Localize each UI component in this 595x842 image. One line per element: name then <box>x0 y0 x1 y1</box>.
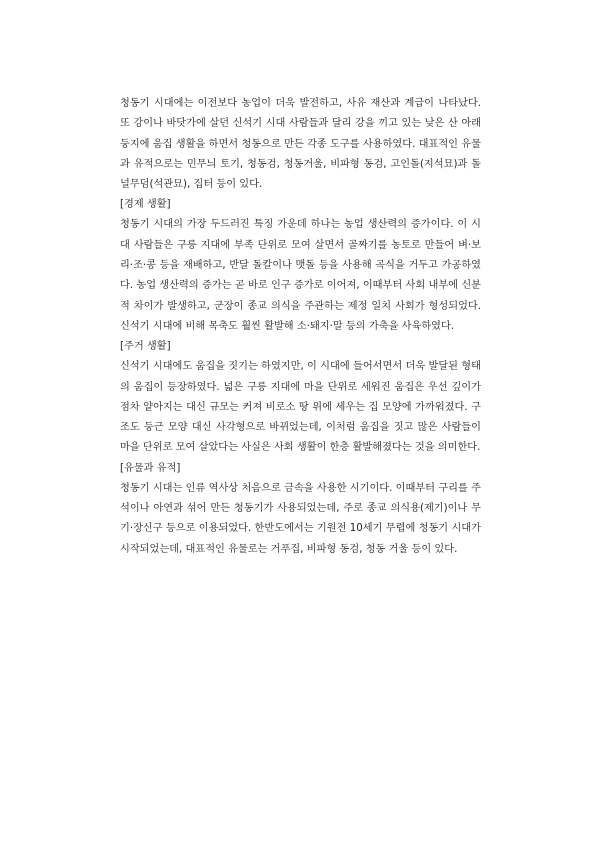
section-economy <box>120 195 481 337</box>
section-body-economy: 청동기 시대의 가장 두드러진 특징 가운데 하나는 농업 생산력의 증가이다. 이 시대 사람들은 구릉 지대에 부족 단위로 모여 살면서 골짜기를 농토로 만들어 벼·보리·조·콩 등을 재배하고, 반달 돌칼이나 맷돌 등을 사용해 곡식을 거두고 가공하였다. 농업 생산력의 증가는 곧 바로 인구 증가로 이어져, 이때부터 사회 내부에 신분적 차이가 발생하고, 군장이 종교 의식을 주관하는 제정 일치 사회가 형성되었다. 신석기 시대에 비해 목축도 훨씬 활발해 소·돼지·말 등의 가축을 사육하였다. <box>120 219 481 332</box>
section-body-relics: 청동기 시대는 인류 역사상 처음으로 금속을 사용한 시기이다. 이때부터 구리를 주석이나 아연과 섞어 만든 청동기가 사용되었는데, 주로 종교 의식용(제기)이나 무기·장신구 등으로 이용되었다. 한반도에서는 기원전 10세기 무렵에 청동기 시대가 시작되었는데, 대표적인 유물로는 거푸집, 비파형 동검, 청동 거울 등이 있다. <box>120 482 481 555</box>
section-heading-economy: [경제 생활] <box>120 199 171 211</box>
section-relics <box>120 459 481 560</box>
section-heading-housing: [주거 생활] <box>120 341 171 353</box>
section-heading-relics: [유물과 유적] <box>120 462 181 474</box>
intro-paragraph: 청동기 시대에는 이전보다 농업이 더욱 발전하고, 사유 재산과 계급이 나타났다. 또 강이나 바닷가에 살던 신석기 시대 사람들과 달리 강을 끼고 있는 낮은 산 아래 둥지에 움집 생활을 하면서 청동으로 만든 각종 도구를 사용하였다. 대표적인 유물과 유적으로는 민무늬 토기, 청동검, 청동거울, 비파형 동검, 고인돌(지석묘)과 돌널무덤(석관묘), 집터 등이 있다. <box>120 98 481 191</box>
document-body <box>120 94 481 560</box>
section-body-housing: 신석기 시대에도 움집을 짓기는 하였지만, 이 시대에 들어서면서 더욱 발달된 형태의 움집이 등장하였다. 넓은 구릉 지대에 마을 단위로 세워진 움집은 우선 깊이가 점차 얕아지는 대신 규모는 커져 비로소 땅 위에 세우는 집 모양에 가까워졌다. 구조도 둥근 모양 대신 사각형으로 바뀌었는데, 이처럼 움집을 짓고 많은 사람들이 마을 단위로 모여 살았다는 사실은 사회 생활이 한층 활발해졌다는 것을 의미한다. <box>120 361 481 454</box>
section-housing <box>120 337 481 458</box>
